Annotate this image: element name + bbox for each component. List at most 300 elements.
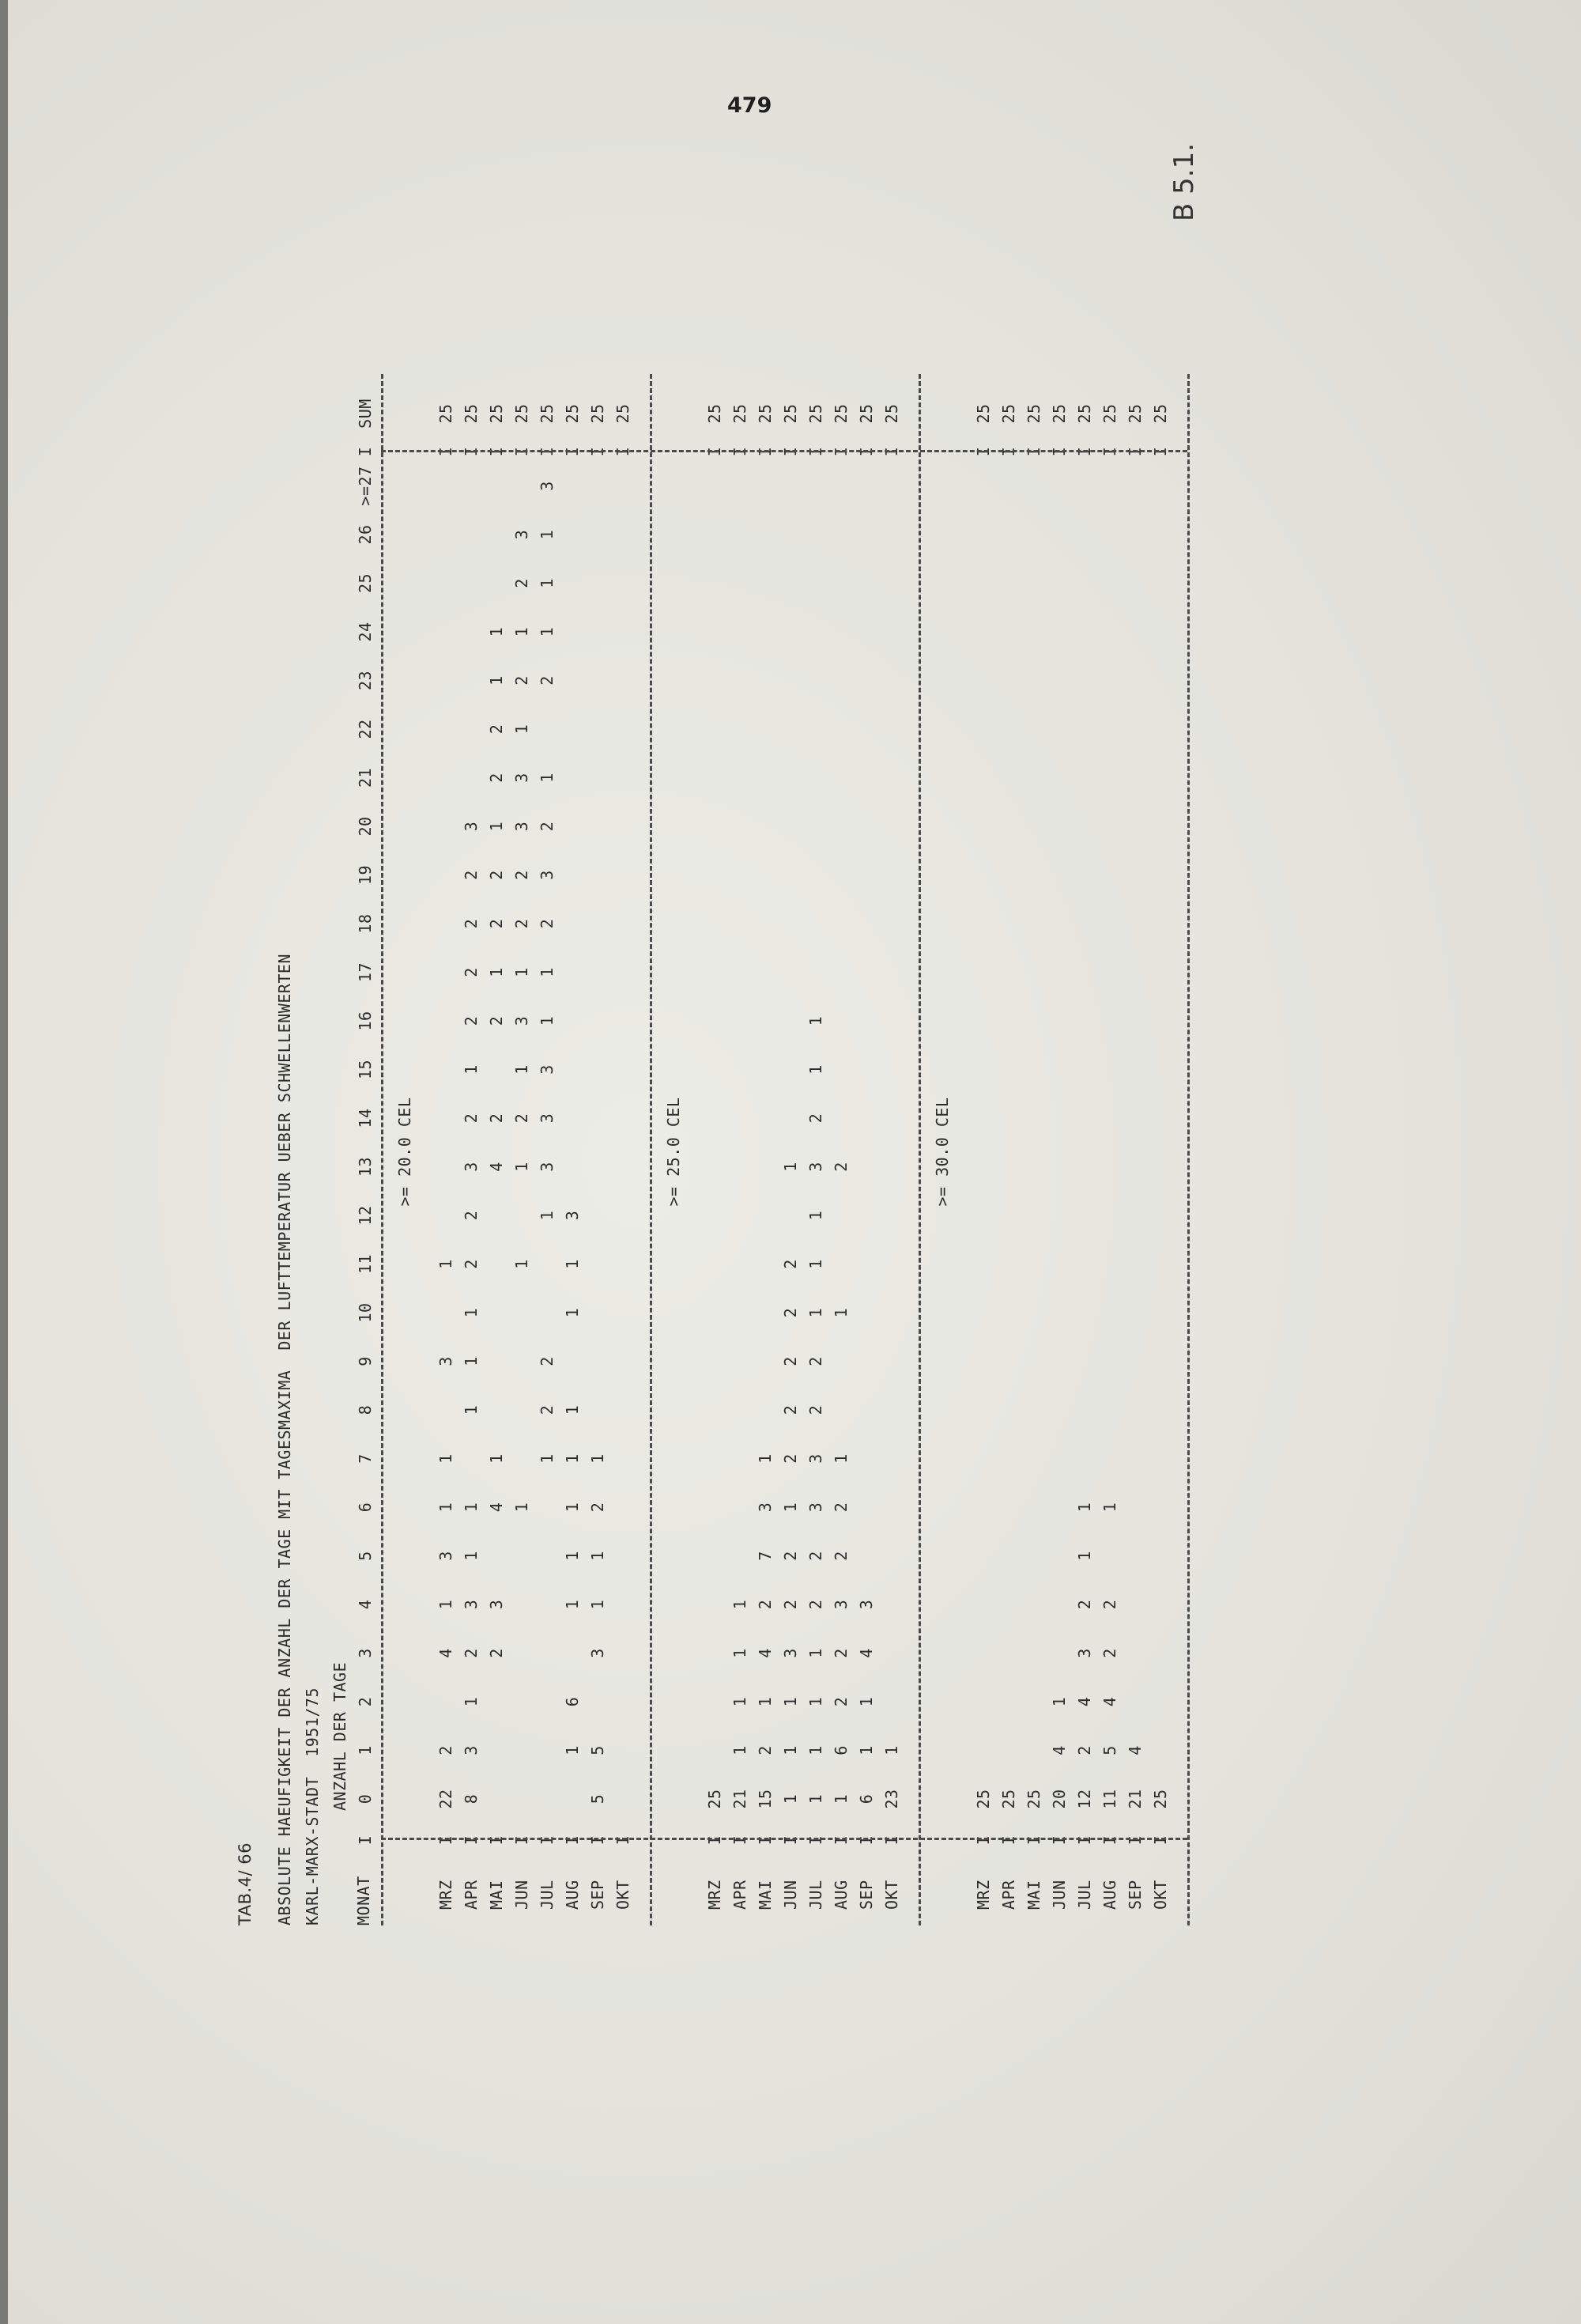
table-cell: 1 <box>487 626 506 637</box>
column-separator: I <box>781 1835 800 1846</box>
column-separator: I <box>588 446 607 457</box>
column-separator: I <box>882 1835 901 1846</box>
table-cell: 3 <box>756 1502 775 1513</box>
row-sum: 25 <box>512 403 531 424</box>
table-cell: 2 <box>832 1648 851 1658</box>
table-cell: 5 <box>588 1793 607 1804</box>
table-cell: 12 <box>1075 1789 1094 1809</box>
column-separator: I <box>613 446 632 457</box>
table-cell: 1 <box>781 1745 800 1755</box>
table-cell: 1 <box>512 967 531 977</box>
row-month-label: APR <box>462 1880 481 1910</box>
table-cell: 1 <box>563 1599 582 1610</box>
count-of-days-label: ANZAHL DER TAGE <box>330 1661 349 1811</box>
column-separator: I <box>538 446 557 457</box>
table-cell: 2 <box>832 1696 851 1707</box>
table-cell: 1 <box>462 1551 481 1561</box>
row-month-label: OKT <box>1151 1880 1170 1910</box>
column-header: 12 <box>356 1205 375 1226</box>
row-sum: 25 <box>613 403 632 424</box>
row-sum: 25 <box>756 403 775 424</box>
column-separator: I <box>613 1835 632 1846</box>
table-cell: 1 <box>1100 1502 1119 1513</box>
column-header: 15 <box>356 1059 375 1080</box>
row-month-label: AUG <box>832 1880 851 1910</box>
row-sum: 25 <box>1100 403 1119 424</box>
table-cell: 2 <box>781 1453 800 1464</box>
table-cell: 2 <box>462 918 481 929</box>
table-cell: 1 <box>436 1502 455 1513</box>
table-cell: 1 <box>487 821 506 832</box>
column-separator: I <box>857 446 876 457</box>
row-month-label: SEP <box>588 1880 607 1910</box>
row-month-label: SEP <box>1126 1880 1145 1910</box>
column-header: 26 <box>356 524 375 545</box>
column-separator: I <box>1151 446 1170 457</box>
threshold-label: >= 25.0 CEL <box>664 1097 683 1207</box>
column-separator: I <box>730 446 749 457</box>
row-month-label: JUN <box>781 1880 800 1910</box>
table-cell: 23 <box>882 1789 901 1809</box>
table-bottom-border <box>1187 374 1190 1925</box>
sum-header: SUM <box>356 399 375 429</box>
table-cell: 1 <box>756 1696 775 1707</box>
table-cell: 3 <box>512 1015 531 1026</box>
table-cell: 25 <box>705 1789 724 1809</box>
table-cell: 1 <box>730 1696 749 1707</box>
table-cell: 25 <box>1151 1789 1170 1809</box>
row-sum: 25 <box>462 403 481 424</box>
table-cell: 1 <box>462 1356 481 1366</box>
rotated-table-block <box>237 186 1198 1925</box>
table-cell: 1 <box>781 1793 800 1804</box>
table-cell: 1 <box>462 1307 481 1318</box>
row-month-label: JUL <box>806 1880 825 1910</box>
table-cell: 1 <box>730 1599 749 1610</box>
table-cell: 1 <box>436 1599 455 1610</box>
table-cell: 1 <box>1075 1551 1094 1561</box>
table-cell: 3 <box>487 1599 506 1610</box>
table-cell: 1 <box>588 1453 607 1464</box>
row-month-label: MRZ <box>436 1880 455 1910</box>
table-cell: 2 <box>462 1648 481 1658</box>
threshold-label: >= 30.0 CEL <box>933 1097 952 1207</box>
row-sum: 25 <box>882 403 901 424</box>
column-separator: I <box>563 446 582 457</box>
table-cell: 2 <box>538 1356 557 1366</box>
column-header: 24 <box>356 622 375 642</box>
table-cell: 21 <box>730 1789 749 1809</box>
column-separator: I <box>1151 1835 1170 1846</box>
table-cell: 1 <box>563 1745 582 1755</box>
table-cell: 2 <box>462 1259 481 1269</box>
table-cell: 3 <box>538 870 557 880</box>
table-cell: 1 <box>806 1210 825 1221</box>
table-cell: 2 <box>538 821 557 832</box>
month-header: MONAT <box>354 1876 373 1925</box>
column-separator: I <box>436 446 455 457</box>
table-cell: 1 <box>730 1648 749 1658</box>
table-cell: 1 <box>806 1793 825 1804</box>
table-cell: 7 <box>756 1551 775 1561</box>
section-divider <box>381 374 383 1925</box>
column-header: 1 <box>356 1745 375 1755</box>
column-separator: I <box>1024 446 1043 457</box>
table-cell: 6 <box>832 1745 851 1755</box>
table-cell: 3 <box>806 1162 825 1172</box>
column-header: 5 <box>356 1551 375 1561</box>
column-separator: I <box>882 446 901 457</box>
row-sum: 25 <box>1151 403 1170 424</box>
row-month-label: MRZ <box>974 1880 993 1910</box>
table-cell: 1 <box>538 1453 557 1464</box>
table-cell: 3 <box>436 1356 455 1366</box>
table-cell: 1 <box>462 1696 481 1707</box>
table-cell: 2 <box>781 1404 800 1415</box>
table-cell: 2 <box>781 1599 800 1610</box>
table-cell: 2 <box>1075 1745 1094 1755</box>
row-month-label: JUL <box>1075 1880 1094 1910</box>
row-sum: 25 <box>705 403 724 424</box>
table-cell: 1 <box>806 1307 825 1318</box>
row-month-label: SEP <box>857 1880 876 1910</box>
row-month-label: APR <box>999 1880 1018 1910</box>
table-cell: 1 <box>487 675 506 686</box>
table-cell: 1 <box>512 1064 531 1075</box>
table-cell: 1 <box>563 1551 582 1561</box>
table-cell: 2 <box>462 1113 481 1124</box>
table-cell: 1 <box>806 1015 825 1026</box>
column-separator: I <box>730 1835 749 1846</box>
column-header: 20 <box>356 816 375 837</box>
row-sum: 25 <box>999 403 1018 424</box>
column-separator: I <box>487 446 506 457</box>
table-cell: 2 <box>806 1404 825 1415</box>
row-month-label: JUL <box>538 1880 557 1910</box>
table-cell: 4 <box>1100 1696 1119 1707</box>
table-cell: 2 <box>462 870 481 880</box>
row-sum: 25 <box>588 403 607 424</box>
column-header: 6 <box>356 1502 375 1513</box>
table-cell: 2 <box>1100 1599 1119 1610</box>
column-separator: I <box>512 446 531 457</box>
column-separator: I <box>974 1835 993 1846</box>
column-separator: I <box>999 1835 1018 1846</box>
table-cell: 2 <box>462 1210 481 1221</box>
column-separator: I <box>588 1835 607 1846</box>
table-cell: 1 <box>563 1453 582 1464</box>
row-sum: 25 <box>1126 403 1145 424</box>
column-header: 18 <box>356 913 375 934</box>
table-cell: 1 <box>806 1745 825 1755</box>
table-cell: 2 <box>487 1113 506 1124</box>
table-cell: 1 <box>832 1307 851 1318</box>
column-header: 23 <box>356 670 375 691</box>
table-cell: 2 <box>436 1745 455 1755</box>
row-sum: 25 <box>487 403 506 424</box>
column-separator: I <box>1126 446 1145 457</box>
column-header: 3 <box>356 1648 375 1658</box>
table-cell: 3 <box>538 481 557 491</box>
table-cell: 1 <box>538 529 557 540</box>
table-cell: 2 <box>538 675 557 686</box>
column-separator: I <box>999 446 1018 457</box>
column-header: 17 <box>356 962 375 983</box>
table-cell: 2 <box>781 1551 800 1561</box>
table-cell: 2 <box>487 1648 506 1658</box>
table-cell: 4 <box>436 1648 455 1658</box>
table-cell: 1 <box>462 1404 481 1415</box>
row-month-label: MAI <box>756 1880 775 1910</box>
table-cell: 1 <box>538 967 557 977</box>
row-sum: 25 <box>1075 403 1094 424</box>
table-cell: 1 <box>563 1502 582 1513</box>
row-sum: 25 <box>832 403 851 424</box>
table-cell: 4 <box>1075 1696 1094 1707</box>
table-cell: 25 <box>999 1789 1018 1809</box>
table-cell: 2 <box>487 870 506 880</box>
table-reference: B 5.1. <box>1168 142 1200 221</box>
table-cell: 2 <box>512 578 531 588</box>
table-cell: 2 <box>1075 1599 1094 1610</box>
table-cell: 2 <box>806 1551 825 1561</box>
table-cell: 1 <box>436 1259 455 1269</box>
table-subtitle: KARL-MARX-STADT 1951/75 <box>303 1687 322 1925</box>
table-cell: 4 <box>487 1502 506 1513</box>
table-cell: 2 <box>462 967 481 977</box>
row-month-label: MRZ <box>705 1880 724 1910</box>
column-header: >=27 <box>356 466 375 506</box>
row-month-label: AUG <box>1100 1880 1119 1910</box>
table-cell: 3 <box>538 1113 557 1124</box>
row-month-label: OKT <box>613 1880 632 1910</box>
table-cell: 3 <box>781 1648 800 1658</box>
table-cell: 2 <box>487 773 506 783</box>
table-cell: 3 <box>538 1162 557 1172</box>
table-left-border <box>381 1838 1187 1840</box>
table-cell: 3 <box>563 1210 582 1221</box>
row-month-label: AUG <box>563 1880 582 1910</box>
table-cell: 25 <box>1024 1789 1043 1809</box>
table-cell: 20 <box>1050 1789 1069 1809</box>
row-month-label: JUN <box>512 1880 531 1910</box>
table-cell: 1 <box>806 1259 825 1269</box>
column-separator: I <box>857 1835 876 1846</box>
table-cell: 3 <box>462 1162 481 1172</box>
column-separator: I <box>806 1835 825 1846</box>
table-cell: 3 <box>512 529 531 540</box>
column-separator: I <box>1024 1835 1043 1846</box>
table-cell: 3 <box>462 821 481 832</box>
page-number: 479 <box>727 93 772 118</box>
table-cell: 21 <box>1126 1789 1145 1809</box>
table-cell: 2 <box>806 1599 825 1610</box>
table-cell: 1 <box>563 1307 582 1318</box>
table-cell: 1 <box>857 1745 876 1755</box>
row-sum: 25 <box>538 403 557 424</box>
column-separator: I <box>356 1835 375 1846</box>
table-cell: 15 <box>756 1789 775 1809</box>
column-header: 10 <box>356 1302 375 1323</box>
column-header: 13 <box>356 1156 375 1177</box>
table-cell: 3 <box>538 1064 557 1075</box>
column-header: 0 <box>356 1793 375 1804</box>
table-cell: 2 <box>1100 1648 1119 1658</box>
column-separator: I <box>756 1835 775 1846</box>
table-cell: 2 <box>832 1162 851 1172</box>
table-cell: 1 <box>512 1162 531 1172</box>
row-sum: 25 <box>781 403 800 424</box>
table-cell: 1 <box>832 1453 851 1464</box>
row-month-label: JUN <box>1050 1880 1069 1910</box>
column-separator: I <box>756 446 775 457</box>
column-header: 14 <box>356 1108 375 1128</box>
row-month-label: MAI <box>487 1880 506 1910</box>
column-separator: I <box>563 1835 582 1846</box>
table-cell: 2 <box>512 918 531 929</box>
table-cell: 4 <box>756 1648 775 1658</box>
table-cell: 3 <box>588 1648 607 1658</box>
section-divider <box>650 374 652 1925</box>
table-cell: 2 <box>512 1113 531 1124</box>
table-cell: 1 <box>1075 1502 1094 1513</box>
column-separator: I <box>705 1835 724 1846</box>
table-cell: 6 <box>563 1696 582 1707</box>
column-header: 4 <box>356 1599 375 1610</box>
table-cell: 2 <box>512 870 531 880</box>
table-cell: 1 <box>563 1259 582 1269</box>
table-cell: 2 <box>588 1502 607 1513</box>
column-header: 11 <box>356 1253 375 1275</box>
table-cell: 2 <box>487 918 506 929</box>
table-cell: 1 <box>781 1696 800 1707</box>
table-cell: 1 <box>730 1745 749 1755</box>
column-header: 7 <box>356 1453 375 1464</box>
column-separator: I <box>832 1835 851 1846</box>
table-cell: 1 <box>462 1064 481 1075</box>
row-sum: 25 <box>730 403 749 424</box>
table-cell: 1 <box>756 1453 775 1464</box>
table-cell: 1 <box>538 626 557 637</box>
table-cell: 6 <box>857 1793 876 1804</box>
table-cell: 2 <box>781 1356 800 1366</box>
table-cell: 2 <box>462 1015 481 1026</box>
column-header: 2 <box>356 1696 375 1707</box>
table-cell: 1 <box>781 1502 800 1513</box>
column-separator: I <box>806 446 825 457</box>
row-sum: 25 <box>436 403 455 424</box>
column-header: 9 <box>356 1356 375 1366</box>
column-separator: I <box>1050 1835 1069 1846</box>
table-cell: 1 <box>882 1745 901 1755</box>
table-cell: 2 <box>832 1551 851 1561</box>
table-cell: 3 <box>1075 1648 1094 1658</box>
table-cell: 2 <box>756 1745 775 1755</box>
table-cell: 3 <box>462 1599 481 1610</box>
table-cell: 1 <box>512 1502 531 1513</box>
table-cell: 1 <box>1050 1696 1069 1707</box>
table-cell: 1 <box>512 626 531 637</box>
column-separator: I <box>356 446 375 457</box>
column-separator: I <box>1075 1835 1094 1846</box>
table-title: ABSOLUTE HAEUFIGKEIT DER ANZAHL DER TAGE MIT TAGESMAXIMA DER LUFTTEMPERATUR UEBER SCHWELLENWERTEN <box>275 953 294 1925</box>
column-separator: I <box>538 1835 557 1846</box>
section-divider <box>919 374 921 1925</box>
column-separator: I <box>1050 446 1069 457</box>
row-month-label: APR <box>730 1880 749 1910</box>
table-cell: 2 <box>756 1599 775 1610</box>
table-cell: 25 <box>974 1789 993 1809</box>
column-header: 19 <box>356 864 375 886</box>
tab-label: TAB.4/ 66 <box>236 1842 255 1925</box>
row-month-label: MAI <box>1024 1880 1043 1910</box>
table-cell: 2 <box>781 1259 800 1269</box>
table-cell: 1 <box>538 1210 557 1221</box>
table-cell: 3 <box>462 1745 481 1755</box>
row-sum: 25 <box>1050 403 1069 424</box>
table-cell: 2 <box>832 1502 851 1513</box>
row-sum: 25 <box>857 403 876 424</box>
row-sum: 25 <box>806 403 825 424</box>
table-cell: 2 <box>806 1356 825 1366</box>
table-cell: 1 <box>462 1502 481 1513</box>
row-sum: 25 <box>563 403 582 424</box>
column-separator: I <box>1100 446 1119 457</box>
table-cell: 2 <box>806 1113 825 1124</box>
table-cell: 1 <box>538 773 557 783</box>
table-cell: 3 <box>806 1502 825 1513</box>
table-cell: 2 <box>487 724 506 735</box>
table-cell: 1 <box>857 1696 876 1707</box>
column-header: 16 <box>356 1011 375 1031</box>
column-header: 21 <box>356 767 375 788</box>
column-separator: I <box>1126 1835 1145 1846</box>
table-cell: 5 <box>588 1745 607 1755</box>
table-cell: 1 <box>538 1015 557 1026</box>
column-separator: I <box>462 446 481 457</box>
table-cell: 1 <box>487 1453 506 1464</box>
table-cell: 2 <box>538 918 557 929</box>
table-cell: 3 <box>436 1551 455 1561</box>
column-separator: I <box>462 1835 481 1846</box>
column-separator: I <box>436 1835 455 1846</box>
table-cell: 2 <box>487 1015 506 1026</box>
table-cell: 3 <box>857 1599 876 1610</box>
table-cell: 1 <box>512 1259 531 1269</box>
table-cell: 1 <box>563 1404 582 1415</box>
table-cell: 1 <box>806 1064 825 1075</box>
table-cell: 1 <box>781 1162 800 1172</box>
column-separator: I <box>487 1835 506 1846</box>
table-cell: 11 <box>1100 1789 1119 1809</box>
table-cell: 8 <box>462 1793 481 1804</box>
table-cell: 1 <box>588 1551 607 1561</box>
table-cell: 1 <box>806 1696 825 1707</box>
column-separator: I <box>781 446 800 457</box>
column-separator: I <box>705 446 724 457</box>
row-sum: 25 <box>974 403 993 424</box>
table-cell: 1 <box>806 1648 825 1658</box>
table-cell: 3 <box>806 1453 825 1464</box>
table-cell: 5 <box>1100 1745 1119 1755</box>
table-cell: 1 <box>538 578 557 588</box>
table-cell: 22 <box>436 1789 455 1809</box>
table-cell: 2 <box>512 675 531 686</box>
table-cell: 1 <box>436 1453 455 1464</box>
column-separator: I <box>1075 446 1094 457</box>
table-cell: 4 <box>857 1648 876 1658</box>
column-separator: I <box>1100 1835 1119 1846</box>
